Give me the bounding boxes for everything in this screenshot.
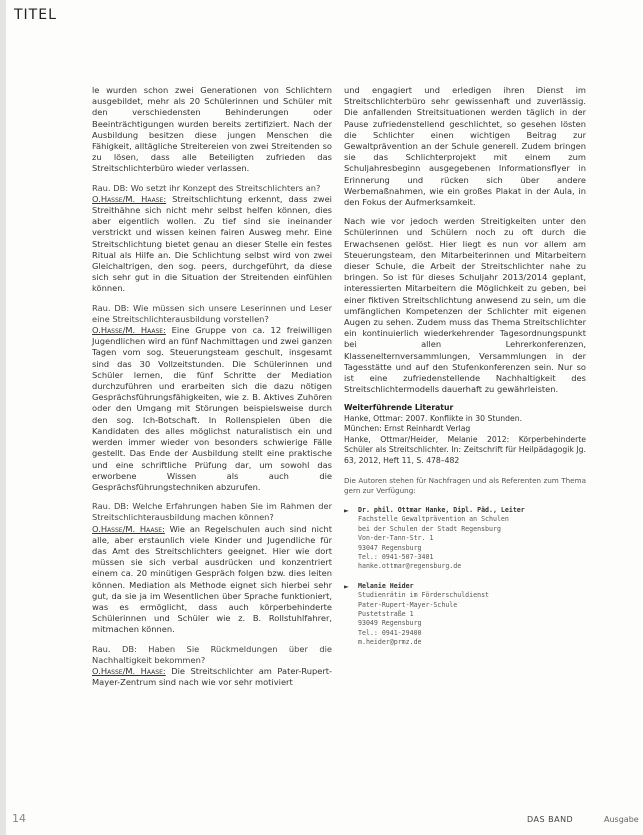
contact-card <box>344 582 586 648</box>
question-text: Wie müssen sich unsere Leserinnen und Leser eine Streitschlichterausbildung vorstellen? <box>92 302 332 324</box>
speaker-label: O.Hasse/M. Haase: <box>92 523 165 534</box>
contact-line: Pustetstraße 1 <box>358 609 414 618</box>
literature-block <box>344 403 586 465</box>
question <box>92 644 332 689</box>
section-title: TITEL <box>14 7 57 23</box>
question <box>92 183 332 295</box>
literature-entry: Hanke, Ottmar: 2007. Konflikte in 30 Stunden. <box>344 413 523 423</box>
contact-name: Dr. phil. Ottmar Hanke, Dipl. Päd., Leiter <box>358 505 525 514</box>
literature-entry: München: Ernst Reinhardt Verlag <box>344 424 471 434</box>
question-text: Haben Sie Rückmeldungen über die Nachhaltigkeit bekommen? <box>92 643 333 665</box>
contact-card <box>344 506 586 572</box>
answer-text: Wie an Regelschulen auch sind nicht alle, aber erstaunlich viele Kinder und Jugendliche für das Amt des Streitschlichters geeignet. Hier wie dort müssen sie sich verbal ausdrücken und konzentriert einem ca. 20 minütigen Gespräch folgen bzw. dies leiten können. Mediation als Methode eignet sich hierbei sehr gut, da sie ja im Wesentlichen über Sprache funktioniert, was es ermöglicht, dass auch körperbehinderte Schülerinnen und Schüler wie z. B. Rollstuhlfahrer, mitmachen können. <box>92 523 333 635</box>
contact-line: 93049 Regensburg <box>358 619 422 628</box>
contact-note: Die Autoren stehen für Nachfragen und als Referenten zum Thema gern zur Verfügung: <box>344 475 586 495</box>
answer-text: Die Streitschlichter am Pater-Rupert-Mayer-Zentrum sind nach wie vor sehr motiviert <box>92 665 333 688</box>
speaker-label: O.Hasse/M. Haase: <box>92 325 166 336</box>
paragraph: und engagiert und erledigen ihren Dienst im Streitschlichterbüro sehr gewissenhaft und zuverlässig. Die anfallenden Streitsituationen werden täglich in der Pause zufriedenstellend geschlichtet, so gesehen lösten die Schlichter einen wichtigen Beitrag zur Gewaltprävention an der Schule generell. Zudem bringen sie das Schlichterprojekt mit einem zum Schuljahresbeginn ausgegebenen Informationsflyer in Erinnerung und rücken sich über andere Werbemaßnahmen, wie ein großes Plakat in der Aula, in den Fokus der Aufmerksamkeit. <box>344 85 586 208</box>
contact-line: bei der Schulen der Stadt Regensburg <box>358 524 501 533</box>
magazine-name: DAS BAND <box>527 815 574 824</box>
arrow-right-icon: ► <box>344 505 349 515</box>
contact-email[interactable]: hanke.ottmar@regensburg.de <box>358 562 462 571</box>
paragraph: le wurden schon zwei Generationen von Schlichtern ausgebildet, mehr als 20 Schülerinnen und Schüler mit den verschiedensten Behinderungen oder Beeinträchtigungen wurden bereits zertifiziert. Nach der Ausbildung besitzen diese jungen Menschen die Fähigkeit, alltägliche Streitereien von zwei Streitenden so zu lösen, dass alle Beteiligten zufrieden das Streitschlichterbüro wieder verlassen. <box>92 85 332 174</box>
answer-text: Streitschlichtung erkennt, dass zwei Streithähne sich nicht mehr selbst helfen können, dies aber eigentlich wollen. Zu tief sind sie ineinander verstrickt und wissen keinen fairen Ausweg mehr. Eine Streitschlichtung bietet genau an dieser Stelle ein festes Ritual als Hilfe an. Die Schlichtung selbst wird von zwei Gleichaltrigen, den sog. peers, durchgeführt, da diese sich sehr gut in die Situation der Streitenden einfühlen können. <box>92 193 332 294</box>
contact-line: Fachstelle Gewaltprävention an Schulen <box>358 515 509 524</box>
page-number: 14 <box>12 812 26 825</box>
question-label: Rau. DB: <box>92 182 129 193</box>
speaker-label: O.Hasse/M. Haase: <box>92 665 166 676</box>
literature-entry: Hanke, Ottmar/Heider, Melanie 2012: Körperbehinderte Schüler als Streitschlichter. In: Zeitschrift für Heilpädagogik Jg. 63, 2012, Heft 11, S. 478–482 <box>344 434 586 465</box>
paragraph: Nach wie vor jedoch werden Streitigkeiten unter den Schülerinnen und Schülern noch zu oft durch die Erwachsenen gelöst. Hier liegt es nun vor allem am Steuerungsteam, den Mitarbeiterinnen und Mitarbeitern dieser Schule, die Arbeit der Streitschlichter nahe zu bringen. So ist für dieses Schuljahr 2013/2014 geplant, interessierten Mitarbeitern die Möglichkeit zu geben, bei einer fiktiven Streitschlichtung anwesend zu sein, um die umfänglichen Kompetenzen der Schlichter mit eigenen Augen zu sehen. Zudem muss das Thema Streitschlichter ein kontinuierlich wiederkehrender Tagesordnungspunkt bei allen Lehrerkonferenzen, Klassenelternversammlungen, Versammlungen in der Tagesstätte und auf den Stufenkonferenzen sein. Nur so ist eine zufriedenstellende Nachhaltigkeit des Streitschlichtermodells dauerhaft zu gewährleisten. <box>344 216 586 395</box>
speaker-label: O.Hasse/M. Haase: <box>92 193 167 204</box>
contact-line: Studienrätin im Förderschuldienst <box>358 591 490 600</box>
page-gutter <box>0 0 6 835</box>
question-label: Rau. DB: <box>92 501 129 512</box>
contact-line: Tel.: 0941-507-3401 <box>358 552 434 561</box>
arrow-right-icon: ► <box>344 581 349 591</box>
question-label: Rau. DB: <box>92 643 137 654</box>
contact-name: Melanie Heider <box>358 581 414 590</box>
literature-heading: Weiterführende Literatur <box>344 403 454 413</box>
contact-line: Tel.: 0941-29400 <box>358 628 422 637</box>
left-column <box>92 85 332 696</box>
question <box>92 303 332 493</box>
contact-line: Von-der-Tann-Str. 1 <box>358 534 434 543</box>
answer-text: Eine Gruppe von ca. 12 freiwilligen Jugendlichen wird an fünf Nachmittagen und zwei ganzen Tagen vom sog. Steuerungsteam geschult, insgesamt sind das 30 Vollzeitstunden. Die Schülerinnen und Schüler lernen, die fünf Schritte der Mediation durchzuführen und erarbeiten sich die dazu nötigen Gesprächsführungsfähigkeiten, wie z. B. Aktives Zuhören oder den Umgang mit Störungen beispielsweise durch den sog. Ich-Botschaft. In Rollenspielen üben die Kandidaten des alles möglichst naturalistisch ein und werden immer wieder von besonders schwierige Fälle gestellt. Das Ende der Ausbildung stellt eine praktische und eine schriftliche Prüfung dar, um sowohl das erworbene Wissen als auch die Gesprächsführungstechniken abzurufen. <box>92 325 332 492</box>
question-label: Rau. DB: <box>92 302 130 313</box>
contact-line: Pater-Rupert-Mayer-Schule <box>358 600 458 609</box>
contact-line: 93047 Regensburg <box>358 543 422 552</box>
question-text: Wo setzt ihr Konzept des Streitschlichters an? <box>130 182 321 193</box>
issue-label: Ausgabe <box>604 815 639 824</box>
contact-email[interactable]: m.heider@prmz.de <box>358 638 422 647</box>
question-text: Welche Erfahrungen haben Sie im Rahmen der Streitschlichterausbildung machen können? <box>92 501 332 523</box>
question <box>92 501 332 635</box>
right-column <box>344 85 586 648</box>
